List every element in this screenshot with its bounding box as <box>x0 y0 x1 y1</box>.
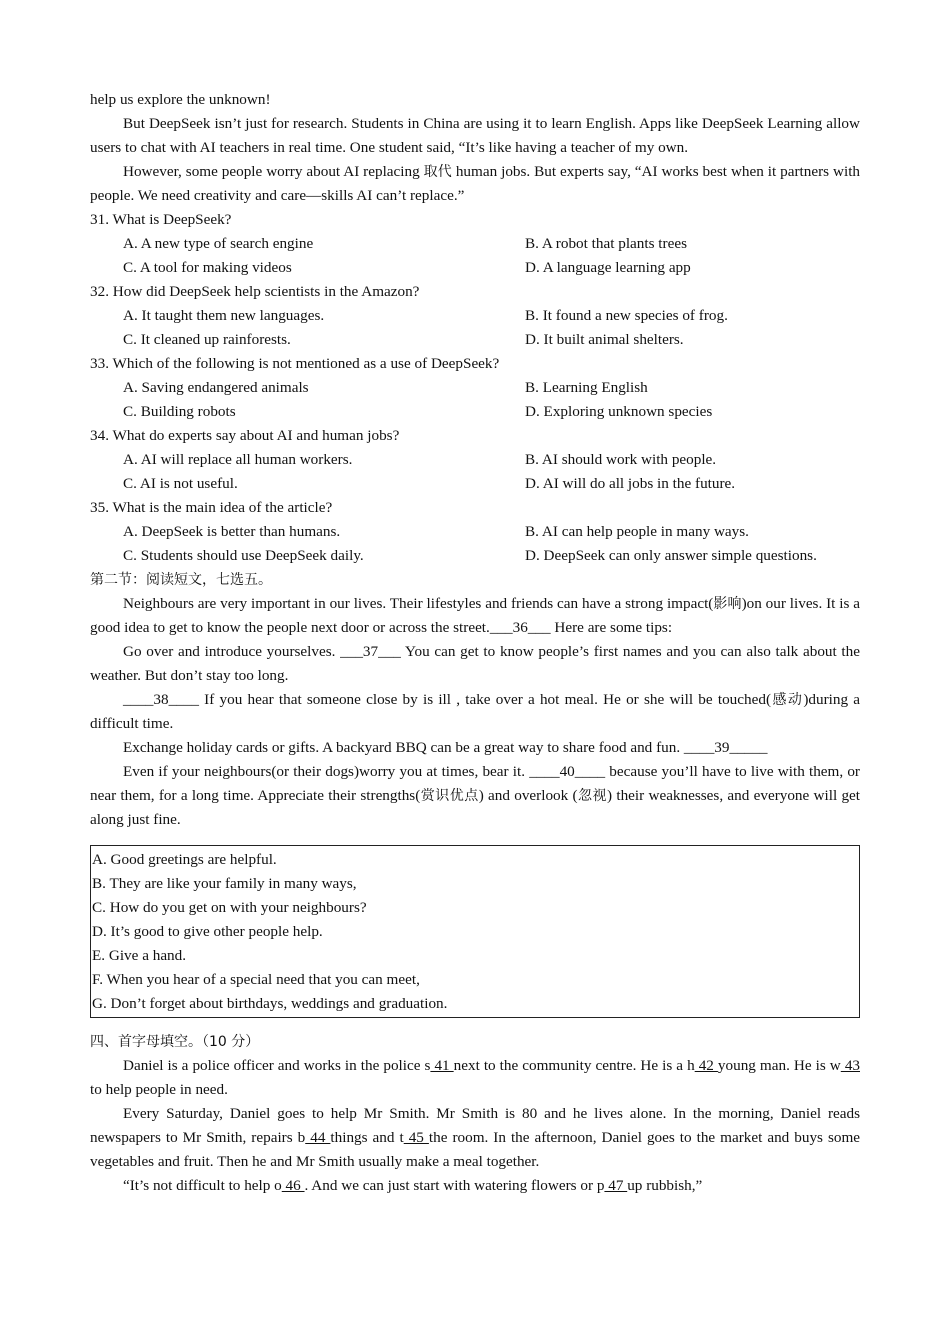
question-35 <box>90 496 860 568</box>
answer-options <box>90 520 860 568</box>
option-c[interactable]: C. A tool for making videos <box>123 259 292 276</box>
box-option-f: F. When you hear of a special need that you can meet, <box>92 971 420 988</box>
question-stem: 31. What is DeepSeek? <box>90 211 232 228</box>
option-a[interactable]: A. It taught them new languages. <box>123 307 325 324</box>
box-option-g: G. Don’t forget about birthdays, weddings and graduation. <box>92 995 448 1012</box>
option-a[interactable]: A. AI will replace all human workers. <box>123 451 353 468</box>
option-a[interactable]: A. A new type of search engine <box>123 235 314 252</box>
option-c[interactable]: C. AI is not useful. <box>123 475 238 492</box>
box-option-c: C. How do you get on with your neighbours? <box>92 899 367 916</box>
blank-40[interactable]: ____40____ <box>529 763 606 780</box>
question-32 <box>90 280 860 352</box>
passage-paragraph: However, some people worry about AI replacing 取代 human jobs. But experts say, “AI works best when it partners with people. We need creativity and care—skills AI can’t replace.” <box>90 163 861 204</box>
option-c[interactable]: C. Building robots <box>123 403 236 420</box>
answer-options <box>90 304 860 352</box>
options-box <box>90 845 860 1018</box>
answer-options <box>90 232 860 280</box>
question-stem: 34. What do experts say about AI and human jobs? <box>90 427 400 444</box>
option-b[interactable]: B. AI can help people in many ways. <box>525 523 749 540</box>
question-stem: 32. How did DeepSeek help scientists in the Amazon? <box>90 283 420 300</box>
answer-options <box>90 448 860 496</box>
section-heading: 第二节：阅读短文，七选五。 <box>90 572 272 588</box>
option-d[interactable]: D. DeepSeek can only answer simple questions. <box>525 547 817 564</box>
passage-paragraph: Even if your neighbours(or their dogs)worry you at times, bear it. ____40____ because you’ll have to live with them, or near them, for a long time. Appreciate their strengths(赏识优点) and overlook (忽视) their weaknesses, and everyone will get along just fine. <box>90 763 861 828</box>
option-c[interactable]: C. It cleaned up rainforests. <box>123 331 291 348</box>
passage-paragraph: “It’s not difficult to help o 46 . And we can just start with watering flowers or p 47 up rubbish,” <box>123 1177 703 1194</box>
box-option-e: E. Give a hand. <box>92 947 187 964</box>
passage-line: help us explore the unknown! <box>90 91 271 108</box>
option-b[interactable]: B. It found a new species of frog. <box>525 307 728 324</box>
option-b[interactable]: B. Learning English <box>525 379 648 396</box>
passage-paragraph: ____38____ If you hear that someone close by is ill , take over a hot meal. He or she will be touched(感动)during a difficult time. <box>90 691 861 732</box>
blank-46[interactable]: 46 <box>281 1177 305 1194</box>
question-stem: 33. Which of the following is not mentioned as a use of DeepSeek? <box>90 355 500 372</box>
blank-38[interactable]: ____38____ <box>123 691 199 708</box>
answer-options <box>90 376 860 424</box>
box-option-d: D. It’s good to give other people help. <box>92 923 323 940</box>
passage-paragraph: Neighbours are very important in our lives. Their lifestyles and friends can have a strong impact(影响)on our lives. It is a good idea to get to know the people next door or across the street.___36___ Here are some tips: <box>90 595 861 636</box>
option-c[interactable]: C. Students should use DeepSeek daily. <box>123 547 364 564</box>
blank-41[interactable]: 41 <box>430 1057 454 1074</box>
chinese-gloss: 取代 <box>423 164 452 180</box>
option-b[interactable]: B. A robot that plants trees <box>525 235 687 252</box>
blank-37[interactable]: ___37___ <box>340 643 401 660</box>
option-d[interactable]: D. Exploring unknown species <box>525 403 713 420</box>
box-option-a: A. Good greetings are helpful. <box>92 851 277 868</box>
option-b[interactable]: B. AI should work with people. <box>525 451 717 468</box>
option-d[interactable]: D. A language learning app <box>525 259 691 276</box>
question-31 <box>90 208 860 280</box>
blank-44[interactable]: 44 <box>305 1129 331 1146</box>
question-33 <box>90 352 860 424</box>
section-heading: 四、首字母填空。（10 分） <box>90 1034 260 1050</box>
passage-paragraph: Daniel is a police officer and works in the police s 41 next to the community centre. He is a h 42 young man. He is w 43 to help people in need. <box>90 1057 860 1098</box>
passage-paragraph: Exchange holiday cards or gifts. A backyard BBQ can be a great way to share food and fun. ____39_____ <box>123 739 768 756</box>
blank-36[interactable]: ___36___ <box>489 619 551 636</box>
blank-47[interactable]: 47 <box>604 1177 628 1194</box>
blank-45[interactable]: 45 <box>403 1129 429 1146</box>
page-content <box>90 88 860 1198</box>
question-stem: 35. What is the main idea of the article? <box>90 499 333 516</box>
option-a[interactable]: A. DeepSeek is better than humans. <box>123 523 341 540</box>
passage-paragraph: Every Saturday, Daniel goes to help Mr Smith. Mr Smith is 80 and he lives alone. In the morning, Daniel reads newspapers to Mr Smith, repairs b 44 things and t 45 the room. In the afternoon, Daniel goes to the market and buys some vegetables and fruit. Then he and Mr Smith usually make a meal together. <box>90 1105 861 1170</box>
question-34 <box>90 424 860 496</box>
blank-43[interactable]: 43 <box>840 1057 860 1074</box>
option-d[interactable]: D. AI will do all jobs in the future. <box>525 475 736 492</box>
blank-42[interactable]: 42 <box>694 1057 718 1074</box>
passage-paragraph: Go over and introduce yourselves. ___37___ You can get to know people’s first names and you can also talk about the weather. But don’t stay too long. <box>90 643 860 684</box>
option-a[interactable]: A. Saving endangered animals <box>123 379 309 396</box>
option-d[interactable]: D. It built animal shelters. <box>525 331 684 348</box>
blank-39[interactable]: ____39_____ <box>683 739 768 756</box>
passage-paragraph: But DeepSeek isn’t just for research. Students in China are using it to learn English. Apps like DeepSeek Learning allow users to chat with AI teachers in real time. One student said, “It’s like having a teacher of my own. <box>90 115 860 156</box>
box-option-b: B. They are like your family in many ways, <box>92 875 357 892</box>
